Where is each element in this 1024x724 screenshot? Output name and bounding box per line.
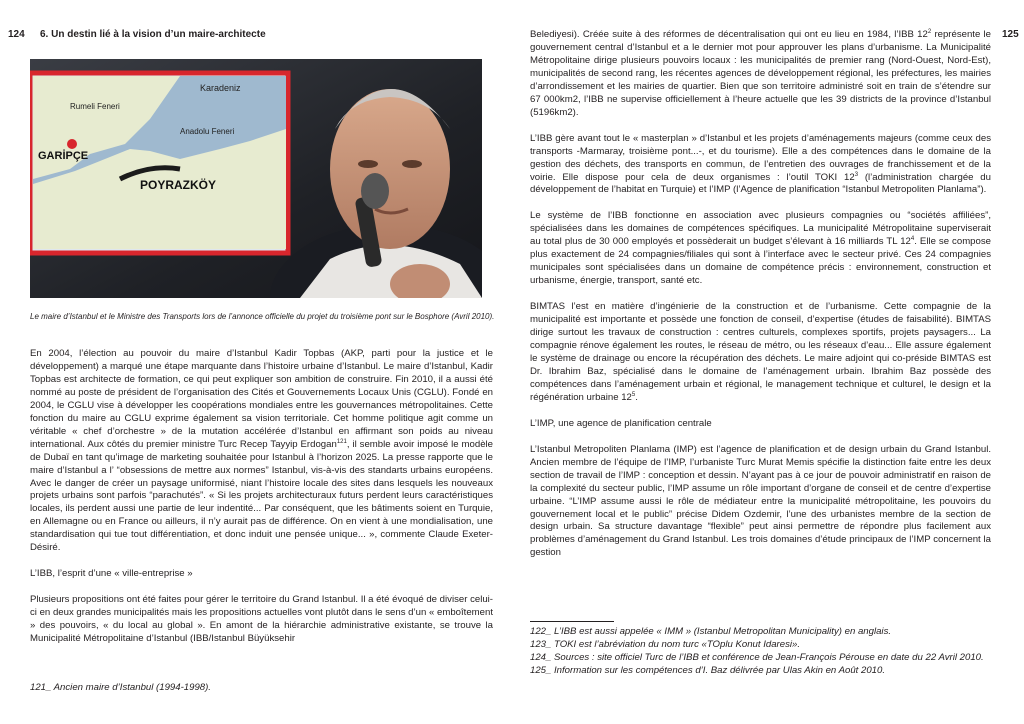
paragraph: L’IBB gère avant tout le « masterplan » d’Istanbul et les projets d’aménagements majeurs (comme ceux des transports -Marmaray, troisième pont...-, et du tourisme). Elle a des compétences dans le domaine de la gestion des déchets, des transports en commun, de l’entretien des ouvrages de franchissement et de la voirie. Elle dispose pour cela de deux organismes : l’outil TOKI $12^3$ (l’administration chargée du développement de l’habitat en Turquie) et l’IMP (l’Agence de planification “Istanbul Metropoliten Planlama”). (530, 132, 991, 196)
paragraph: Le système de l’IBB fonctionne en association avec plusieurs compagnies ou “sociétés affiliées”, spécialisées dans les domaines de compétences spécifiques. La municipalité Métropolitaine superviserait au total plus de 30 000 employés et possèderait un budget s’élevant à 16 milliards TL $12^4$. Elle se compose plus exactement de 24 compagnies/filiales qui sont à l’interface avec le secteur privé. Ces 24 compagnies municipales sont spécialisées dans un domaine de compétence précis : environnement, construction et urbanisme, énergie, transport, santé etc. (530, 210, 991, 287)
footnote-123: 123_ TOKI est l’abréviation du nom turc «TOplu Konut Idaresi». (530, 639, 801, 650)
paragraph: Plusieurs propositions ont été faites pour gérer le territoire du Grand Istanbul. Il a été évoqué de diviser celui-ci en deux grandes municipalités mais les propositions actuelles vont plutôt dans le sens d’un « emboîtement » des pouvoirs, « du local au global ». En amont de la hiérarchie administrative existante, se trouve la Municipalité Métropolitaine d’Istanbul (IBB/Istanbul Büyüksehir (30, 594, 493, 645)
right-column (530, 29, 991, 573)
map-label-poyrazkoy: POYRAZKÖY (140, 178, 217, 192)
left-column (30, 348, 493, 659)
map-label-garipce: GARİPÇE (38, 150, 89, 162)
footnote-125: 125_ Information sur les compétences d’I. Baz délivrée par Ulas Akin en Août 2010. (530, 665, 885, 676)
paragraph: BIMTAS l’est en matière d’ingénierie de la construction et de l’urbanisme. Cette compagnie de la municipalité est importante et possède une fonction de conseil, d’expertise (études de faisabilité). BIMTAS dirige surtout les travaux de construction : centres culturels, complexes sportifs, projets paysagers... La compagnie rénove également les routes, le réseau de métro, ou les réseaux d’eau... Elle assure également le système de drainage ou encore la récupération des déchets. Le maire adjoint qui co-préside BIMTAS est Dr. Ibrahim Baz, spécialisé dans le domaine de l’aménagement urbain. Ibrahim Baz possède des compétences dans l’aménagement urbain et régional, le management technique et culturel, le design et la régénération urbaine $12^5$. (530, 301, 991, 403)
footnotes (530, 625, 991, 677)
chapter-title: 6. Un destin lié à la vision d’un maire-architecte (40, 29, 266, 40)
page-number-right: 125 (1002, 29, 1019, 40)
paragraph: L’Istanbul Metropoliten Planlama (IMP) est l’agence de planification et de design urbain du Grand Istanbul. Ancien membre de l’équipe de l’IMP, l’urbaniste Turc Murat Memis spécifie la distinction faite entre les deux section de travail de l’IMP : conception et dessin. N’ayant pas à ce jour de pouvoir administratif en raison de la complexité du secteur public, l’IMP assume un rôle important d’organe de conseil et de centre d’expertise urbaine. “L’IMP assume aussi le rôle de médiateur entre la municipalité métropolitaine, les pouvoirs du gouvernement local et le public” précise Didem Ozdemir, l’une des urbanistes membre de la section de design urbain. Sa structure davantage “flexible” peut ainsi permettre de répondre plus facilement aux problèmes d’aménagement du Grand Istanbul. Les trois domaines d’étude principaux de l’IMP concernent la gestion (530, 443, 991, 559)
subheading: L’IMP, une agence de planification centrale (530, 417, 712, 429)
subheading: L’IBB, l’esprit d’une « ville-entreprise » (30, 568, 193, 580)
paragraph: En 2004, l’élection au pouvoir du maire d’Istanbul Kadir Topbas (AKP, parti pour la justice et le développement) a marqué une étape marquante dans l’histoire urbaine d’Istanbul. Le maire d’Istanbul, Kadir Topbas est architecte de formation, ce qui peut expliquer son ambition de construire. Fin 2010, il a aussi été nommé au poste de président de l’organisation des Cités et Gouvernements Locaux Unis (CGLU). Fondé en 2004, le CGLU vise à développer les coopérations mondiales entre les gouvernances métropolitaines. Cette fonction du maire au CGLU exprime également sa vision territoriale. Cet homme politique agit comme un véritable « chef d’orchestre » de la mutation accélérée d’Istanbul en affirmant son poids au niveau international. Aux côtés du premier ministre Turc Recep Tayyip Erdogan$^{121}$, il semble avoir imposé le modèle de Dubaï en tant qu’image de marketing souhaitée pour Istanbul à l’horizon 2025. La presse rapporte que le maire d’Istanbul a l’ “obsessions de mettre aux normes” Istanbul, vis-à-vis des standarts urbains européens. Avec le danger de créer un paysage uniformisé, niant l’histoire locale des sites dans lesquels les nouveaux projets urbains sont parfois “parachutés”. « Si les projets architecturaux futurs perdent leurs caractéristiques locales, ils perdent aussi une partie de leur indentité... Par conséquent, que les bâtiments soient en Turquie, en Allemagne ou en France ou ailleurs, il n’y aurait pas de différence. On en vient à une mondialisation, une standardisation qui tue tout différentiation, et donc induit une pensée unique... », commente Claude Exeter-Désiré. (30, 348, 493, 554)
page-number-left: 124 (8, 29, 25, 40)
map-label-rumeli: Rumeli Feneri (70, 102, 120, 111)
footnote-124: 124_ Sources : site officiel Turc de l’IBB et conférence de Jean-François Pérouse en date du 22 Avril 2010. (530, 652, 984, 663)
footnote-122: 122_ L’IBB est aussi appelée « IMM » (Istanbul Metropolitan Municipality) en anglais. (530, 626, 892, 637)
right-page (512, 0, 1024, 724)
press-photo (30, 59, 482, 298)
photo-illustration (30, 59, 482, 298)
map-label-karadeniz: Karadeniz (200, 83, 241, 93)
paragraph: Belediyesi). Créée suite à des réformes de décentralisation qui ont eu lieu en 1984, l’IBB $12^2$ représente le gouvernement central d’Istanbul et a le dernier mot pour approuver les plans d’urbanisme. La Municipalité Métropolitaine dirige plusieurs pouvoirs locaux : les municipalités de premier rang (Nord-Ouest, Nord-Est), municipalités de second rang, les récentes agences de développement régional, les préfectures, les mairies d’arrondissement et les mairies de quartier. Bien que son territoire administré soit en train de s’étendre sur 67 000km2, l’IBB ne supervise officiellement à l’heure actuelle que les 39 districts de la province d’Istanbul (5196km2). (530, 28, 992, 118)
map-label-anadolu: Anadolu Feneri (180, 127, 235, 136)
photo-caption: Le maire d’Istanbul et le Ministre des Transports lors de l’annonce officielle du projet du troisième pont sur le Bosphore (Avril 2010). (30, 312, 495, 321)
footnote-121: 121_ Ancien maire d’Istanbul (1994-1998). (30, 682, 211, 693)
footnote-rule (530, 621, 614, 622)
